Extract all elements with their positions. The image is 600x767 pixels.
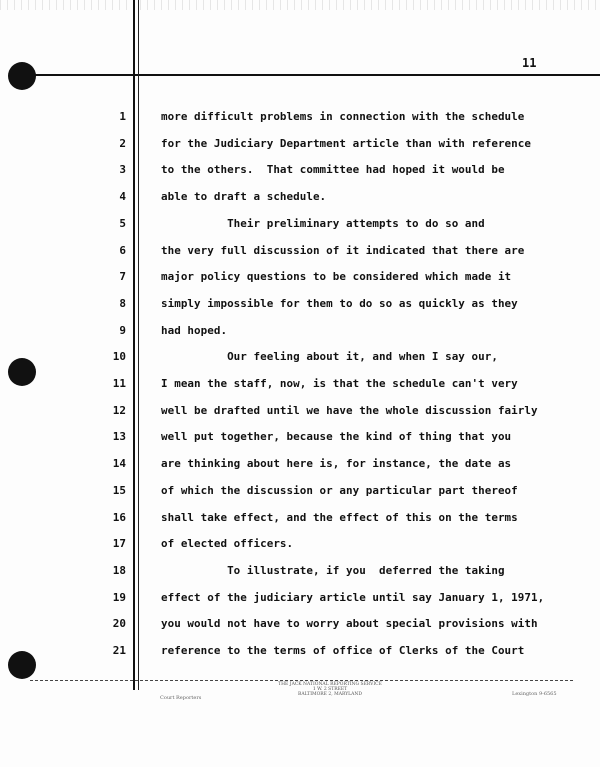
punch-hole-top	[8, 62, 36, 90]
footer-line: THE JACK NATIONAL REPORTING SERVICE	[278, 682, 382, 687]
transcript-line: of elected officers.	[161, 537, 294, 550]
transcript-line: you would not have to worry about special provisions with	[161, 617, 538, 630]
line-number: 10	[112, 350, 126, 363]
transcript-line: Their preliminary attempts to do so and	[161, 217, 485, 230]
line-number: 21	[112, 644, 126, 657]
scan-noise-top	[0, 0, 600, 10]
transcript-line: well put together, because the kind of thing that you	[161, 430, 512, 443]
transcript-line: more difficult problems in connection with the schedule	[161, 110, 525, 123]
line-number: 8	[119, 297, 126, 310]
footer-left: Court Reporters	[160, 695, 202, 701]
line-number: 11	[112, 377, 126, 390]
transcript-line: I mean the staff, now, is that the schedule can't very	[161, 377, 518, 390]
footer-reporting-service	[255, 682, 405, 697]
punch-hole-bottom	[8, 651, 36, 679]
line-number: 15	[112, 484, 126, 497]
line-number: 17	[112, 537, 126, 550]
line-number: 14	[112, 457, 126, 470]
line-number: 16	[112, 511, 126, 524]
line-number: 2	[119, 137, 126, 150]
footer-right: Lexington 9-6565	[512, 691, 557, 697]
punch-hole-middle	[8, 358, 36, 386]
line-number: 20	[112, 617, 126, 630]
transcript-line: are thinking about here is, for instance, the date as	[161, 457, 512, 470]
line-number: 19	[112, 591, 126, 604]
transcript-line: effect of the judiciary article until say January 1, 1971,	[161, 591, 545, 604]
footer-rule	[30, 680, 575, 681]
transcript-line: well be drafted until we have the whole discussion fairly	[161, 404, 538, 417]
line-number: 13	[112, 430, 126, 443]
margin-rule-inner	[138, 0, 139, 690]
footer-line: 1 W. 2 STREET	[312, 687, 348, 692]
transcript-line: shall take effect, and the effect of this on the terms	[161, 511, 518, 524]
transcript-line: Our feeling about it, and when I say our,	[161, 350, 498, 363]
line-number: 12	[112, 404, 126, 417]
transcript-line: the very full discussion of it indicated that there are	[161, 244, 525, 257]
transcript-line: to the others. That committee had hoped it would be	[161, 163, 505, 176]
page-number: 11	[522, 56, 537, 70]
transcript-line: major policy questions to be considered which made it	[161, 270, 512, 283]
line-number: 3	[119, 163, 126, 176]
footer-line: BALTIMORE 2, MARYLAND	[298, 692, 362, 697]
transcript-line: had hoped.	[161, 324, 228, 337]
transcript-line: able to draft a schedule.	[161, 190, 327, 203]
line-number: 5	[119, 217, 126, 230]
transcript-line: for the Judiciary Department article than with reference	[161, 137, 531, 150]
transcript-line: of which the discussion or any particular part thereof	[161, 484, 518, 497]
line-number: 7	[119, 270, 126, 283]
transcript-line: reference to the terms of office of Clerks of the Court	[161, 644, 525, 657]
line-number: 1	[119, 110, 126, 123]
transcript-line: simply impossible for them to do so as quickly as they	[161, 297, 518, 310]
transcript-line: To illustrate, if you deferred the taking	[161, 564, 505, 577]
line-number: 9	[119, 324, 126, 337]
line-number: 4	[119, 190, 126, 203]
line-number: 6	[119, 244, 126, 257]
margin-rule	[133, 0, 135, 690]
line-number: 18	[112, 564, 126, 577]
header-rule	[10, 74, 600, 76]
